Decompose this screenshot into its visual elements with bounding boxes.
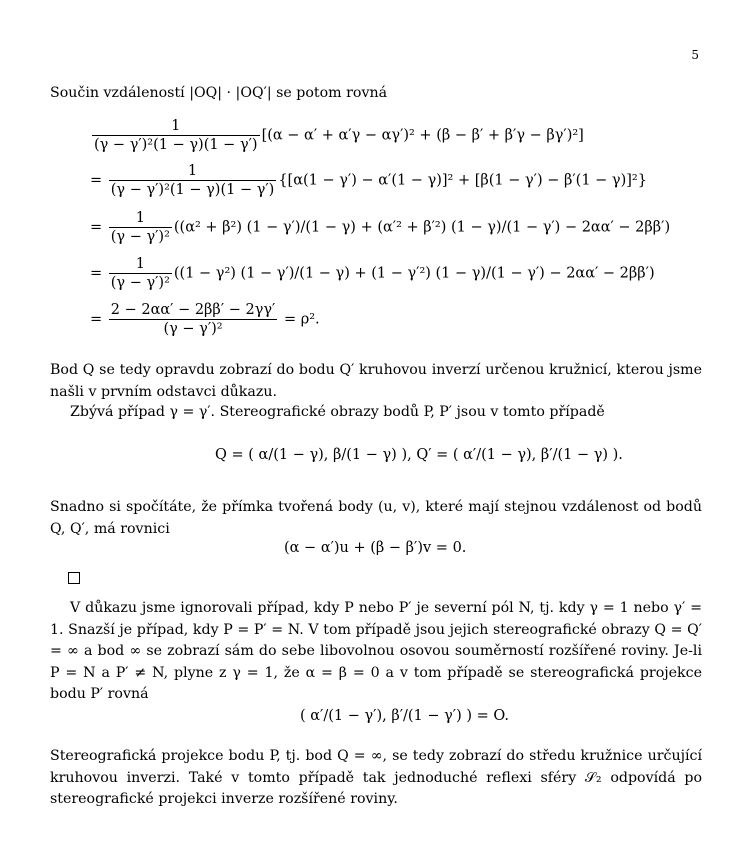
paragraph-5: Stereografická projekce bodu P, tj. bod Q = ∞, se tedy zobrazí do středu kružnice určující kruhovou inverzi. Také v tomto případě tak jednoduché reflexi sféry 𝒮₂ odpovídá po stereografické projekci inverze rozšířené roviny. xyxy=(50,748,702,807)
equation-line-3: = $\frac{1}{\text{(γ − γ′)²}}$ ((α² + β²) (1 − γ′)/(1 − γ) + (α′² + β′²) (1 − γ)/(1 − γ′) − 2αα′ − 2ββ′) xyxy=(90,210,671,245)
equation-line-5: = $\frac{2 - 2\alpha\alpha' - 2\beta\beta' - 2\gamma\gamma'}{\text{(γ − γ′)²}}$ = ρ². xyxy=(90,302,320,337)
equation-Q: Q = ( α/(1 − γ), β/(1 − γ) ), Q′ = ( α′/(1 − γ), β′/(1 − γ) ). xyxy=(215,447,623,463)
equation-line-1: $\frac{1}{\text{(γ − γ′)²(1 − γ)(1 − γ′)}}$ [(α − α′ + α′γ − αγ′)² + (β − β′ + β′γ − βγ′)²] xyxy=(94,118,584,153)
intro-text: Součin vzdáleností |OQ| · |OQ′| se potom rovná xyxy=(50,85,388,101)
paragraph-1: Bod Q se tedy opravdu zobrazí do bodu Q′ kruhovou inverzí určenou kružnicí, kterou jsme našli v prvním odstavci důkazu. xyxy=(50,362,702,400)
fraction: $\frac{2 - 2\alpha\alpha' - 2\beta\beta' - 2\gamma\gamma'}{\text{(γ − γ′)²}}$ xyxy=(110,302,276,337)
paragraph-4: V důkazu jsme ignorovali případ, kdy P nebo P′ je severní pól N, tj. kdy γ = 1 nebo γ′ = 1. Snazší je případ, kdy P = P′ = N. V tom případě jsou jejich stereografické obrazy Q = Q′ = ∞ a bod ∞ se zobrazí sám do sebe libovolnou osovou souměrností rozšířené roviny. Je-li P = N a P′ ≠ N, plyne z γ = 1, že α = β = 0 a v tom případě se stereografická projekce bodu P′ rovná xyxy=(50,600,702,702)
fraction: $\frac{1}{\text{(γ − γ′)²(1 − γ)(1 − γ′)}}$ xyxy=(110,163,275,198)
fraction: $\frac{1}{\text{(γ − γ′)²(1 − γ)(1 − γ′)}}$ xyxy=(94,118,258,153)
paragraph-2: Zbývá případ γ = γ′. Stereografické obrazy bodů P, P′ jsou v tomto případě xyxy=(70,404,605,420)
qed-symbol xyxy=(68,572,80,584)
paragraph-3: Snadno si spočítáte, že přímka tvořená body (u, v), které mají stejnou vzdálenost od bodů Q, Q′, má rovnici xyxy=(50,499,702,537)
equation-line-2: = $\frac{1}{\text{(γ − γ′)²(1 − γ)(1 − γ′)}}$ {[α(1 − γ′) − α′(1 − γ)]² + [β(1 − γ′) − β′(1 − γ)]²} xyxy=(90,163,647,198)
page-number: 5 xyxy=(691,48,699,62)
equation-O: ( α′/(1 − γ′), β′/(1 − γ′) ) = O. xyxy=(300,708,510,724)
equation-line-4: = $\frac{1}{\text{(γ − γ′)²}}$ ((1 − γ²) (1 − γ′)/(1 − γ) + (1 − γ′²) (1 − γ)/(1 − γ′) − 2αα′ − 2ββ′) xyxy=(90,256,655,291)
fraction: $\frac{1}{\text{(γ − γ′)²}}$ xyxy=(110,256,170,291)
fraction: $\frac{1}{\text{(γ − γ′)²}}$ xyxy=(110,210,170,245)
equation-line: (α − α′)u + (β − β′)v = 0. xyxy=(284,540,467,556)
